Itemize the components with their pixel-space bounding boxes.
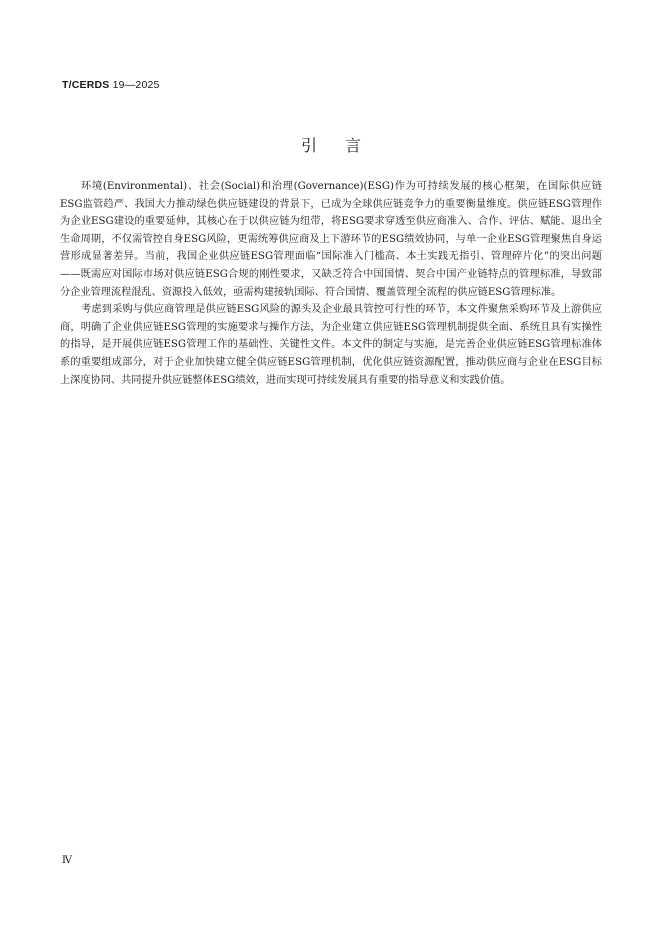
document-code-number: 19—2025 [112, 79, 160, 91]
paragraph-2: 考虑到采购与供应商管理是供应链ESG风险的源头及企业最具管控可行性的环节，本文件聚焦采购环节及上游供应商，明确了企业供应链ESG管理的实施要求与操作方法，为企业建立供应链ESG管理机制提供全面、系统且具有实操性的指导，是开展供应链ESG管理工作的基础性、关键性文件。本文件的制定与实施，是完善企业供应链ESG管理标准体系的重要组成部分，对于企业加快建立健全供应链ESG管理机制，优化供应链资源配置，推动供应商与企业在ESG目标上深度协同、共同提升供应链整体ESG绩效，进而实现可持续发展具有重要的指导意义和实践价值。 [60, 304, 602, 386]
document-code-prefix: T/CERDS [62, 79, 110, 91]
paragraph-1: 环境(Environmental)、社会(Social)和治理(Governance)(ESG)作为可持续发展的核心框架，在国际供应链ESG监管趋严、我国大力推动绿色供应链建设的背景下，已成为全球供应链竞争力的重要衡量维度。供应链ESG管理作为企业ESG建设的重要延伸，其核心在于以供应链为纽带，将ESG要求穿透至供应商准入、合作、评估、赋能、退出全生命周期，不仅需管控自身ESG风险，更需统筹供应商及上下游环节的ESG绩效协同，与单一企业ESG管理聚焦自身运营形成显著差异。当前，我国企业供应链ESG管理面临“国际准入门槛高、本土实践无指引、管理碎片化”的突出问题——既需应对国际市场对供应链ESG合规的刚性要求，又缺乏符合中国国情、契合中国产业链特点的管理标准，导致部分企业管理流程混乱、资源投入低效，亟需构建接轨国际、符合国情、覆盖管理全流程的供应链ESG管理标准。 [60, 181, 602, 298]
document-code [62, 79, 160, 91]
introduction-body [60, 178, 602, 389]
page-number: Ⅳ [62, 855, 72, 866]
section-title: 引言 [300, 136, 389, 155]
